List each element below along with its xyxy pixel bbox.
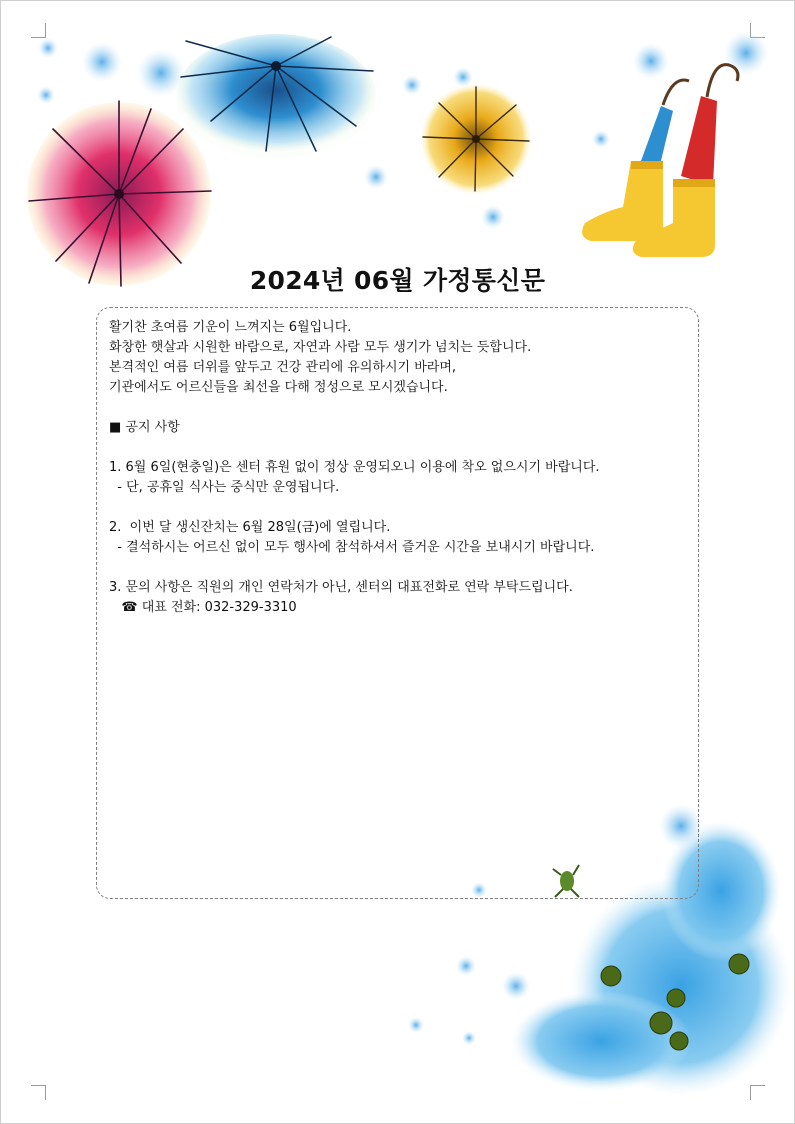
notice-item-note: - 결석하시는 어르신 없이 모두 행사에 참석하셔서 즐거운 시간을 보내시기 바랍니다. (109, 540, 595, 555)
blue-umbrella-icon (176, 34, 376, 158)
phone-contact: ☎ 대표 전화: 032-329-3310 (109, 600, 297, 615)
crop-mark-bottom-left (31, 1085, 46, 1100)
notice-item: 3. 문의 사항은 직원의 개인 연락처가 아닌, 센터의 대표전화로 연락 부탁드립니다. (109, 580, 573, 595)
pink-umbrella-icon (27, 101, 211, 286)
crop-mark-bottom-right (750, 1085, 765, 1100)
yellow-umbrella-icon (421, 84, 531, 194)
notice-item: 1. 6월 6일(현충일)은 센터 휴원 없이 정상 운영되오니 이용에 착오 없으시기 바랍니다. (109, 460, 600, 475)
blue-splash-dots (37, 31, 768, 229)
notice-item-note: - 단, 공휴일 식사는 중식만 운영됩니다. (109, 480, 340, 495)
crop-mark-top-right (750, 23, 765, 38)
intro-line: 활기찬 초여름 기운이 느껴지는 6월입니다. (109, 320, 352, 335)
rain-boots-umbrellas-icon (582, 65, 738, 257)
notice-heading: ■ 공지 사항 (109, 420, 180, 435)
notice-item: 2. 이번 달 생신잔치는 6월 28일(금)에 열립니다. (109, 520, 391, 535)
intro-line: 화창한 햇살과 시원한 바람으로, 자연과 사람 모두 생기가 넘치는 듯합니다. (109, 340, 532, 355)
lily-pad-icons (601, 954, 749, 1050)
crop-mark-top-left (31, 23, 46, 38)
intro-line: 기관에서도 어르신들을 최선을 다해 정성으로 모시겠습니다. (109, 380, 448, 395)
page-title: 2024년 06월 가정통신문 (249, 266, 546, 295)
intro-line: 본격적인 여름 더위를 앞두고 건강 관리에 유의하시기 바라며, (109, 360, 457, 375)
notice-body (109, 318, 689, 618)
